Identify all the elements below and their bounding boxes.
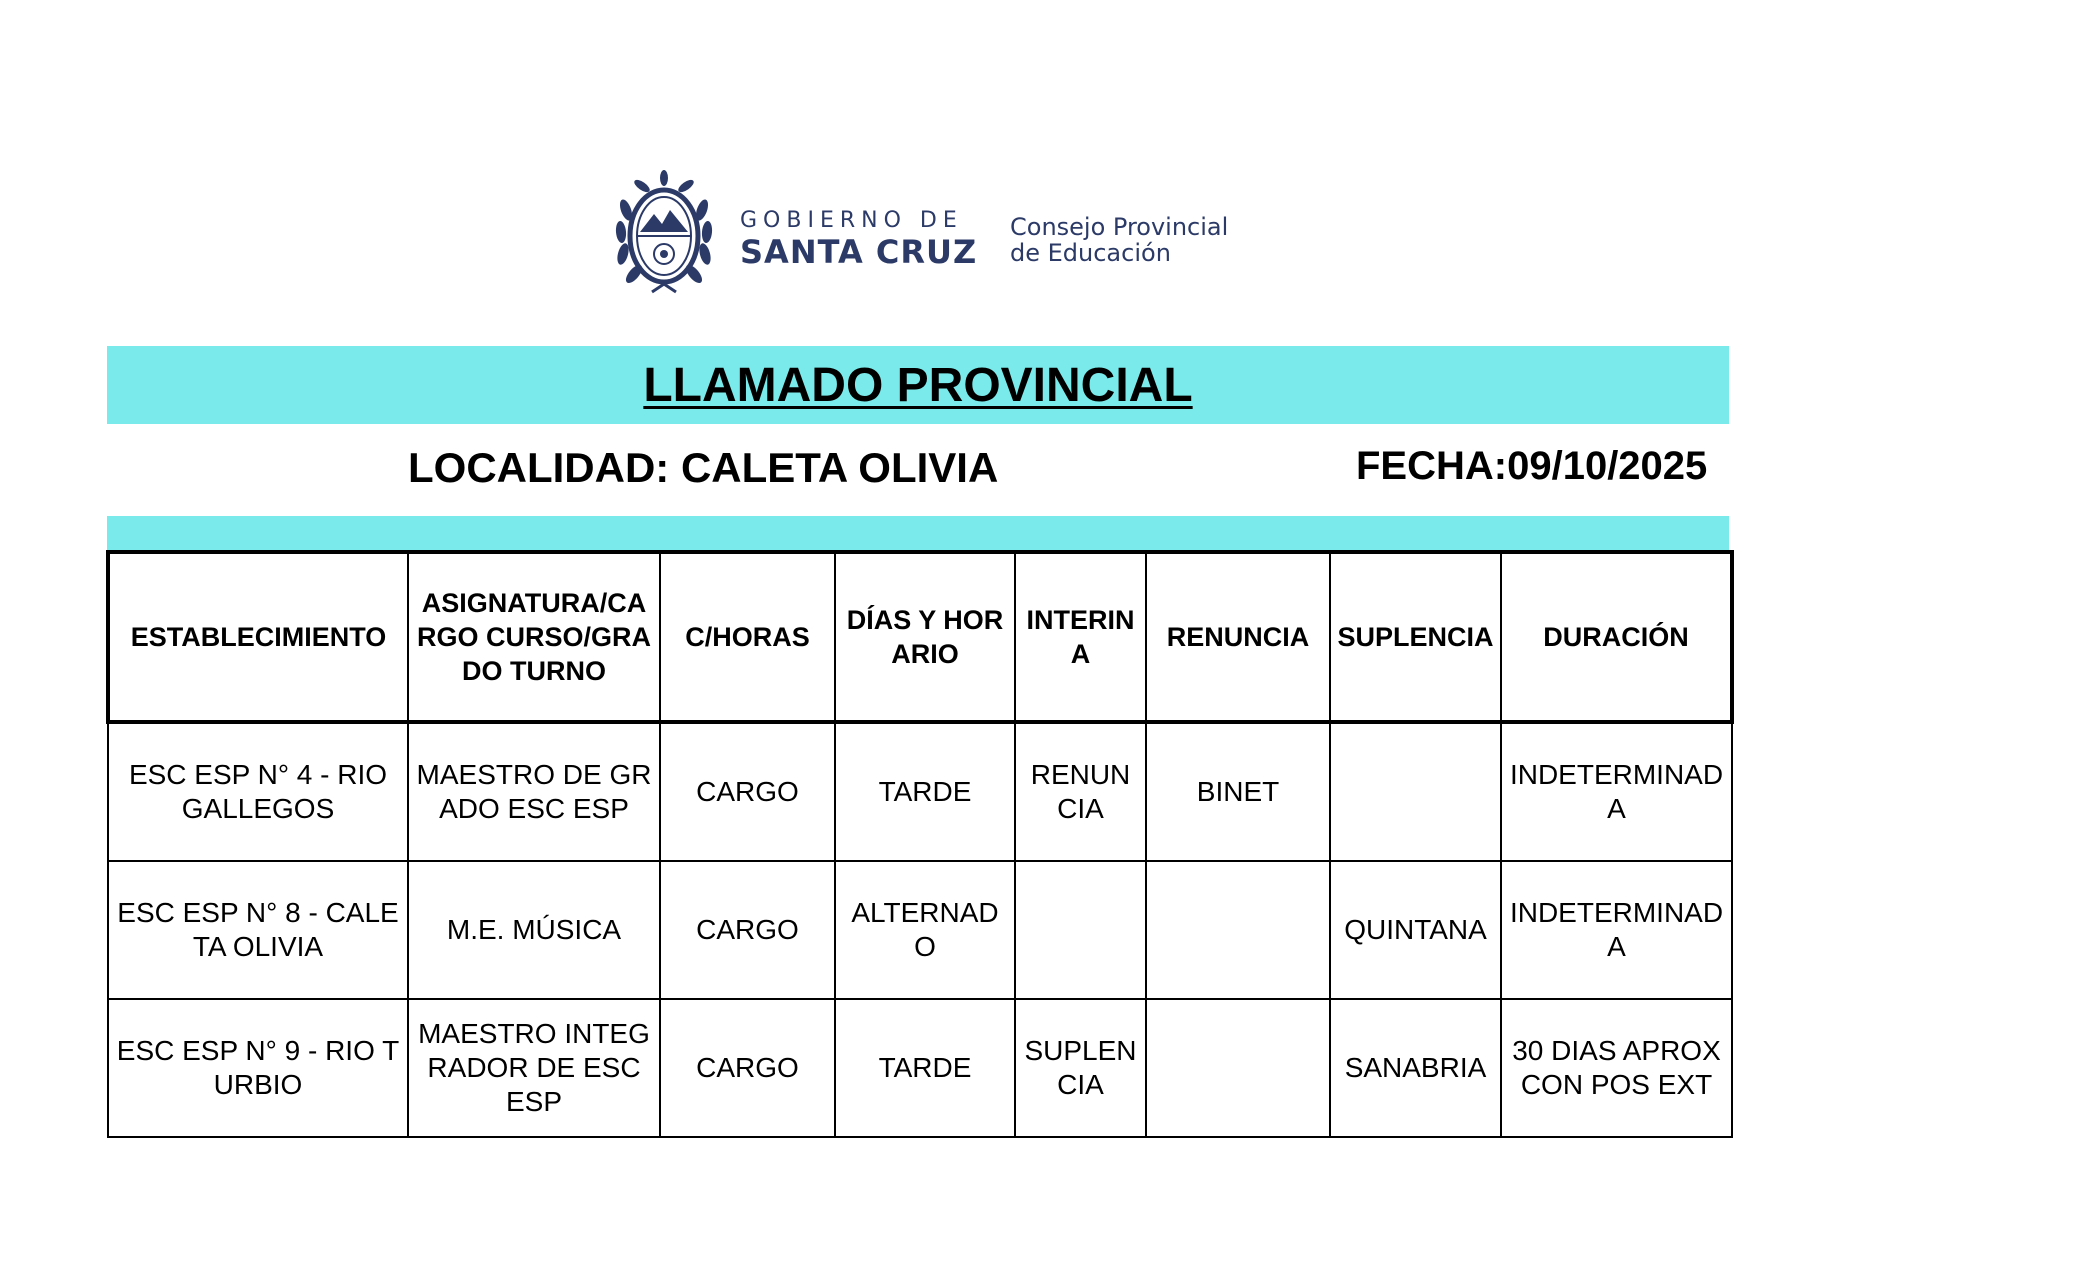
- cell-interina: SUPLENCIA: [1015, 999, 1146, 1137]
- table-row: [108, 999, 1732, 1137]
- header-logo: [612, 170, 1252, 310]
- cell-establecimiento: ESC ESP N° 4 - RIO GALLEGOS: [108, 722, 408, 861]
- col-header-duracion: DURACIÓN: [1501, 552, 1732, 722]
- page-title: LLAMADO PROVINCIAL: [643, 358, 1193, 412]
- cell-asignatura: M.E. MÚSICA: [408, 861, 660, 999]
- cell-interina: [1015, 861, 1146, 999]
- fecha-label: FECHA:09/10/2025: [1356, 444, 1708, 488]
- table-row: [108, 861, 1732, 999]
- cell-dias: ALTERNADO: [835, 861, 1015, 999]
- col-header-renuncia: RENUNCIA: [1146, 552, 1330, 722]
- cell-interina: RENUNCIA: [1015, 722, 1146, 861]
- table-row: [108, 722, 1732, 861]
- cell-dias: TARDE: [835, 722, 1015, 861]
- col-header-dias: DÍAS Y HORARIO: [835, 552, 1015, 722]
- cell-horas: CARGO: [660, 861, 835, 999]
- cell-establecimiento: ESC ESP N° 9 - RIO TURBIO: [108, 999, 408, 1137]
- positions-table: [106, 550, 1734, 1138]
- cell-renuncia: BINET: [1146, 722, 1330, 861]
- cell-asignatura: MAESTRO INTEGRADOR DE ESC ESP: [408, 999, 660, 1137]
- cell-dias: TARDE: [835, 999, 1015, 1137]
- consejo-label-line2: de Educación: [1010, 239, 1171, 267]
- cell-establecimiento: ESC ESP N° 8 - CALETA OLIVIA: [108, 861, 408, 999]
- santa-cruz-label: SANTA CRUZ: [740, 233, 978, 271]
- cell-renuncia: [1146, 999, 1330, 1137]
- table-header-row: [108, 552, 1732, 722]
- cell-horas: CARGO: [660, 722, 835, 861]
- col-header-suplencia: SUPLENCIA: [1330, 552, 1501, 722]
- cell-suplencia: QUINTANA: [1330, 861, 1501, 999]
- provincial-crest-icon: [612, 170, 716, 302]
- consejo-label-line1: Consejo Provincial: [1010, 213, 1229, 241]
- localidad-label: LOCALIDAD: CALETA OLIVIA: [408, 444, 999, 491]
- title-band: [107, 346, 1729, 424]
- col-header-establecimiento: ESTABLECIMIENTO: [108, 552, 408, 722]
- col-header-horas: C/HORAS: [660, 552, 835, 722]
- cell-suplencia: SANABRIA: [1330, 999, 1501, 1137]
- cell-duracion: INDETERMINADA: [1501, 722, 1732, 861]
- divider-band: [107, 516, 1729, 550]
- cell-renuncia: [1146, 861, 1330, 999]
- cell-duracion: 30 DIAS APROX CON POS EXT: [1501, 999, 1732, 1137]
- cell-asignatura: MAESTRO DE GRADO ESC ESP: [408, 722, 660, 861]
- cell-horas: CARGO: [660, 999, 835, 1137]
- col-header-interina: INTERINA: [1015, 552, 1146, 722]
- cell-duracion: INDETERMINADA: [1501, 861, 1732, 999]
- gobierno-label: GOBIERNO DE: [740, 208, 963, 233]
- col-header-asignatura: ASIGNATURA/CARGO CURSO/GRADO TURNO: [408, 552, 660, 722]
- cell-suplencia: [1330, 722, 1501, 861]
